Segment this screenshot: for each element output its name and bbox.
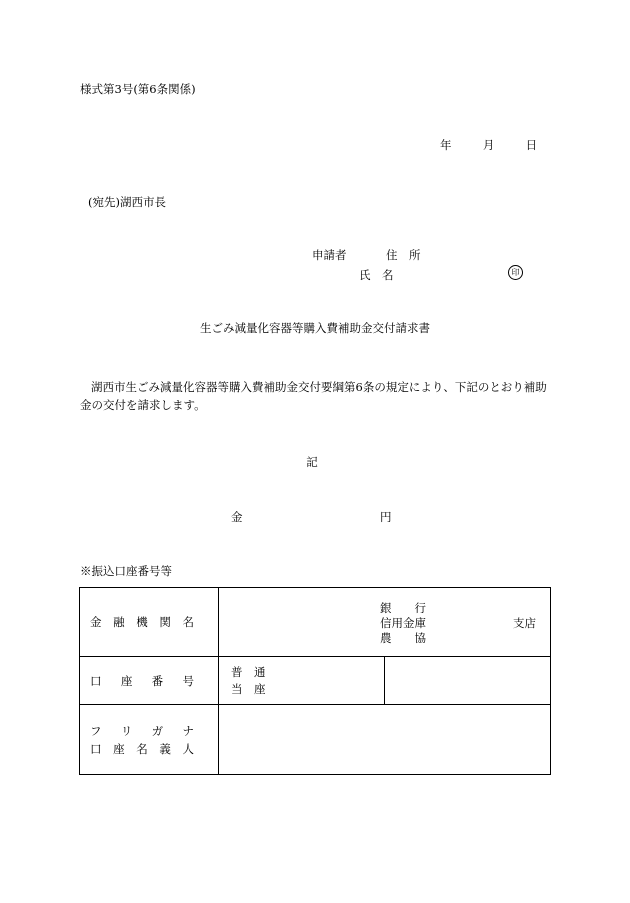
account-number-value-cell[interactable] — [385, 657, 551, 705]
account-number-label-cell: 口 座 番 号 — [80, 657, 219, 705]
account-type-futsu: 普 通 — [231, 664, 266, 679]
seal-mark: 印 — [508, 265, 523, 280]
ki-heading: 記 — [306, 455, 318, 469]
institution-label-cell: 金 融 機 関 名 — [80, 588, 219, 657]
account-holder-label-cell — [80, 705, 219, 775]
name-label: 氏 名 — [359, 268, 394, 282]
request-statement: 湖西市生ごみ減量化容器等購入費補助金交付要綱第6条の規定により、下記のとおり補助金の交付を請求します。 — [80, 380, 547, 412]
amount-label: 金 — [231, 510, 243, 524]
date-day: 日 — [525, 138, 538, 152]
applicant-label: 申請者 — [312, 248, 347, 262]
date-year: 年 — [440, 138, 452, 152]
holder-name-label: 口 座 名 義 人 — [90, 741, 194, 756]
bank-type-shinkin: 信用金庫 — [380, 616, 426, 630]
account-holder-value-cell[interactable] — [219, 705, 551, 775]
account-holder-row — [80, 705, 551, 775]
transfer-account-note: ※振込口座番号等 — [80, 564, 172, 578]
account-type-cell[interactable] — [219, 657, 385, 705]
furigana-label: フ リ ガ ナ — [90, 723, 194, 738]
date-month: 月 — [482, 138, 495, 152]
account-type-toza: 当 座 — [231, 681, 266, 696]
yen-unit: 円 — [380, 510, 392, 524]
bank-account-table — [79, 587, 551, 775]
date-line — [440, 138, 537, 154]
bank-type-bank: 銀 行 — [380, 601, 426, 615]
address-label: 住 所 — [386, 248, 421, 262]
institution-row — [80, 588, 551, 657]
addressee: (宛先)湖西市長 — [88, 195, 166, 209]
bank-type-nokyo: 農 協 — [380, 631, 426, 645]
institution-value-cell[interactable] — [219, 588, 551, 657]
account-number-row — [80, 657, 551, 705]
document-title: 生ごみ減量化容器等購入費補助金交付請求書 — [200, 321, 430, 335]
form-number: 様式第3号(第6条関係) — [80, 82, 196, 96]
branch-label: 支店 — [513, 616, 536, 630]
